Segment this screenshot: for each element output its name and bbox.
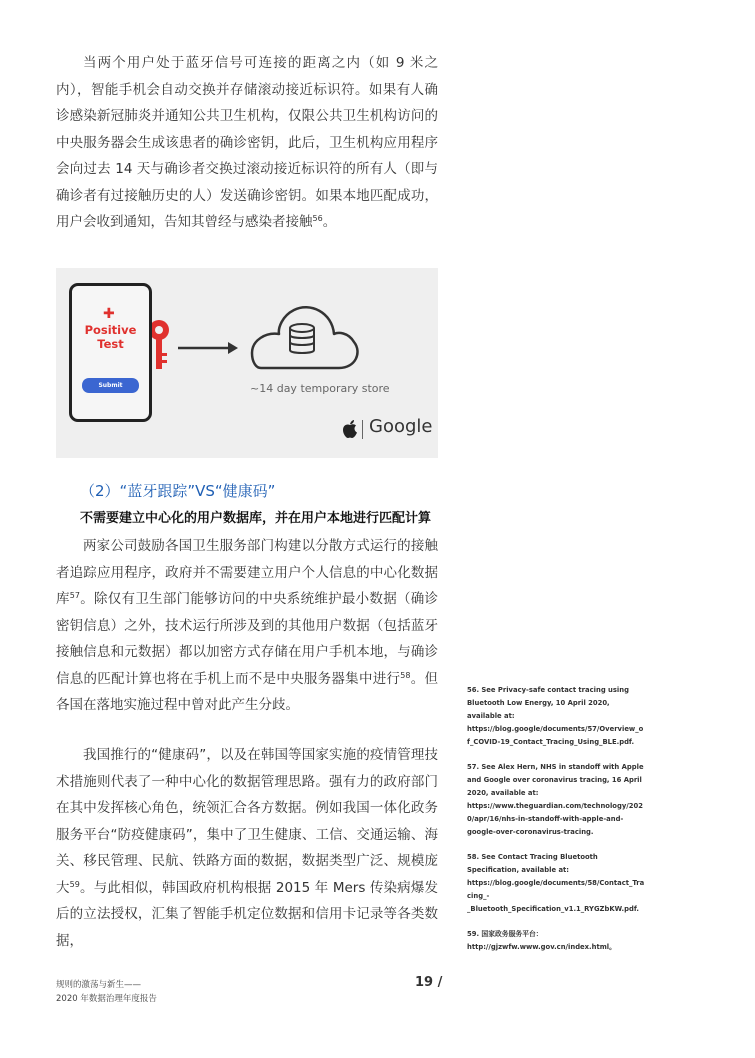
page-number: 19 / bbox=[415, 975, 443, 990]
paragraph-health-code: 我国推行的“健康码”，以及在韩国等国家实施的疫情管理技术措施则代表了一种中心化的数据管理思路。强有力的政府部门在其中发挥核心角色，统领汇合各方数据。例如我国一体化政务服务平台“防疫健康码”，集中了卫生健康、工信、交通运输、海关、移民管理、民航、铁路方面的数据，数据类型广泛、规模庞大$^{59}$。与此相似，韩国政府机构根据 2015 年 Mers 传染病爆发后的立法授权，汇集了智能手机定位数据和信用卡记录等各类数据， bbox=[56, 747, 438, 949]
key-icon bbox=[149, 320, 169, 369]
red-cross-icon: ✚ bbox=[103, 306, 115, 322]
arrow-right-icon bbox=[178, 342, 238, 354]
footnote-57[interactable]: 57. See Alex Hern, NHS in standoff with Apple and Google over coronavirus tracing, 16 April 2020, available at: https://www.theguardian.com/technology/2020/apr/16/nhs-in-standoff-with-apple-and-google-over-coronavirus-tracing. bbox=[467, 763, 644, 836]
apple-logo-icon bbox=[342, 419, 358, 439]
paragraph-decentralized: 两家公司鼓励各国卫生服务部门构建以分散方式运行的接触者追踪应用程序，政府并不需要建立用户个人信息的中心化数据库$^{57}$。除仅有卫生部门能够访问的中央系统维护最小数据（确诊密钥信息）之外，技术运行所涉及到的其他用户数据（包括蓝牙接触信息和元数据）都以加密方式存储在用户手机本地，与确诊信息的匹配计算也将在手机上而不是中央服务器集中进行$^{58}$。但各国在落地实施过程中曾对此产生分歧。 bbox=[56, 538, 439, 713]
positive-test-label: Positive Test bbox=[84, 323, 137, 351]
footnote-ref-59[interactable]: 59 bbox=[69, 879, 80, 889]
phone-mockup bbox=[69, 283, 152, 422]
footer-line-1: 规则的激荡与新生—— bbox=[56, 980, 142, 990]
brand-separator bbox=[362, 420, 363, 439]
google-logo-text: Google bbox=[369, 416, 433, 437]
footer-line-2: 2020 年数据治理年度报告 bbox=[56, 994, 157, 1004]
footnote-ref-56[interactable]: 56 bbox=[312, 214, 323, 223]
cloud-database-icon bbox=[252, 307, 358, 368]
report-footer bbox=[56, 978, 157, 1006]
footnote-ref-57[interactable]: 57 bbox=[69, 591, 80, 600]
footnotes-column bbox=[467, 684, 645, 966]
sub-heading: 不需要建立中心化的用户数据库，并在用户本地进行匹配计算 bbox=[80, 511, 432, 526]
paragraph-bluetooth-exchange: 当两个用户处于蓝牙信号可连接的距离之内（如 9 米之内），智能手机会自动交换并存储滚动接近标识符。如果有人确诊感染新冠肺炎并通知公共卫生机构，仅限公共卫生机构访问的中央服务器会生成该患者的确诊密钥，此后，卫生机构应用程序会向过去 14 天与确诊者交换过滚动接近标识符的所有人（即与确诊者有过接触历史的人）发送确诊密钥。如果本地匹配成功，用户会收到通知，告知其曾经与感染者接触$^{56}$。 bbox=[56, 55, 438, 230]
exposure-notification-figure bbox=[56, 268, 438, 458]
section-title: （2）“蓝牙跟踪”VS“健康码” bbox=[80, 482, 276, 500]
footnote-59[interactable]: 59. 国家政务服务平台：http://gjzwfw.www.gov.cn/index.html。 bbox=[467, 930, 616, 951]
footnote-58[interactable]: 58. See Contact Tracing Bluetooth Specification, available at: https://blog.google/documents/58/Contact_Tracing_-_Bluetooth_Specification_v1.1_RYGZbKW.pdf. bbox=[467, 853, 645, 913]
figure-caption: ~14 day temporary store bbox=[250, 382, 390, 395]
footnote-56[interactable]: 56. See Privacy-safe contact tracing using Bluetooth Low Energy, 10 April 2020, available at: https://blog.google/documents/57/Overview_of_COVID-19_Contact_Tracing_Using_BLE.pdf. bbox=[467, 686, 644, 746]
submit-button[interactable]: Submit bbox=[82, 378, 139, 393]
footnote-ref-58[interactable]: 58 bbox=[400, 670, 411, 680]
